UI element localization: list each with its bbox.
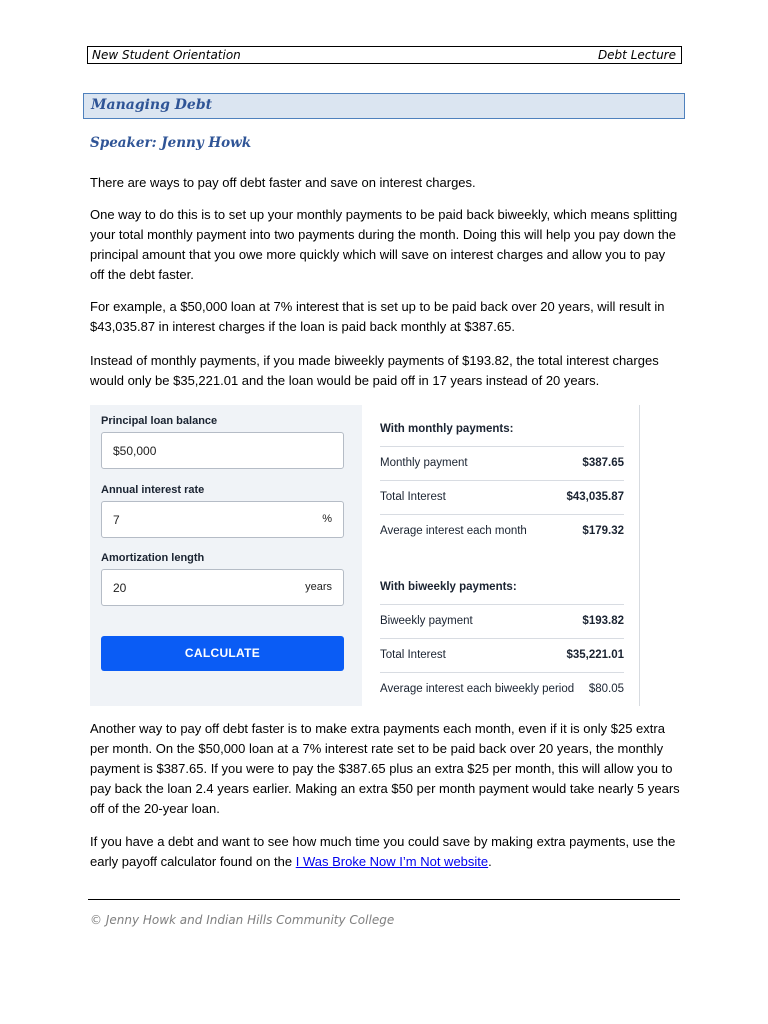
rate-label: Annual interest rate <box>101 484 205 496</box>
monthly-row-value: $387.65 <box>582 457 624 469</box>
biweekly-row <box>380 672 624 705</box>
biweekly-row <box>380 638 624 671</box>
length-label: Amortization length <box>101 552 205 564</box>
footer-rule <box>88 899 680 900</box>
header-left-text: New Student Orientation <box>92 48 241 62</box>
length-input[interactable] <box>101 569 344 606</box>
paragraph-3: For example, a $50,000 loan at 7% interest that is set up to be paid back over 20 years, will result in $43,035.87 in interest charges if the loan is paid back monthly at $387.65. <box>90 299 665 334</box>
speaker-line: Speaker: Jenny Howk <box>90 135 252 151</box>
biweekly-row-label: Total Interest <box>380 649 446 661</box>
length-value: 20 <box>113 581 127 595</box>
monthly-row <box>380 514 624 547</box>
section-title: Managing Debt <box>83 93 685 119</box>
biweekly-row-value: $35,221.01 <box>566 649 624 661</box>
monthly-row <box>380 446 624 479</box>
rate-value: 7 <box>113 513 120 527</box>
footer-copyright: © Jenny Howk and Indian Hills Community College <box>90 913 395 927</box>
running-header <box>87 46 682 64</box>
results-divider <box>639 405 640 706</box>
monthly-row-value: $43,035.87 <box>566 491 624 503</box>
biweekly-row-value: $193.82 <box>582 615 624 627</box>
length-unit: years <box>305 581 332 593</box>
biweekly-row-value: $80.05 <box>588 683 624 695</box>
paragraph-4: Instead of monthly payments, if you made biweekly payments of $193.82, the total interest charges would only be $35,221.01 and the loan would be paid off in 17 years instead of 20 years. <box>90 353 659 388</box>
rate-input[interactable] <box>101 501 344 538</box>
monthly-row <box>380 480 624 513</box>
paragraph-5: Another way to pay off debt faster is to make extra payments each month, even if it is only $25 extra per month. On the $50,000 loan at a 7% interest rate set to be paid back over 20 years, the monthly payment is $387.65. If you were to pay the $387.65 plus an extra $25 per month, this will allow you to pay back the loan 2.4 years earlier. Making an extra $50 per month payment would take nearly 5 years off of the 20-year loan. <box>90 721 680 816</box>
monthly-row-label: Average interest each month <box>380 525 527 537</box>
broke-website-link[interactable]: I Was Broke Now I’m Not website <box>295 854 489 869</box>
header-right-text: Debt Lecture <box>597 48 676 62</box>
principal-input[interactable] <box>101 432 344 469</box>
biweekly-row-label: Average interest each biweekly period <box>380 683 575 695</box>
monthly-row-label: Monthly payment <box>380 457 468 469</box>
rate-unit: % <box>322 513 332 525</box>
paragraph-6 <box>90 832 682 872</box>
paragraph-6-end: . <box>488 854 492 869</box>
biweekly-row-label: Biweekly payment <box>380 615 473 627</box>
paragraph-1: There are ways to pay off debt faster and save on interest charges. <box>90 175 476 190</box>
monthly-row-label: Total Interest <box>380 491 446 503</box>
calculate-button[interactable]: CALCULATE <box>101 636 344 671</box>
monthly-heading: With monthly payments: <box>380 423 514 435</box>
monthly-row-value: $179.32 <box>582 525 624 537</box>
principal-value: $50,000 <box>113 444 157 458</box>
principal-label: Principal loan balance <box>101 415 218 427</box>
paragraph-2: One way to do this is to set up your monthly payments to be paid back biweekly, which means splitting your total monthly payment into two payments during the month. Doing this will help you pay down the principal amount that you owe more quickly which will save on interest charges and allow you to pay off the debt faster. <box>90 207 678 282</box>
biweekly-heading: With biweekly payments: <box>380 581 517 593</box>
biweekly-row <box>380 604 624 637</box>
paragraph-6-text: If you have a debt and want to see how much time you could save by making extra payments, use the early payoff calculator found on the <box>90 834 676 869</box>
